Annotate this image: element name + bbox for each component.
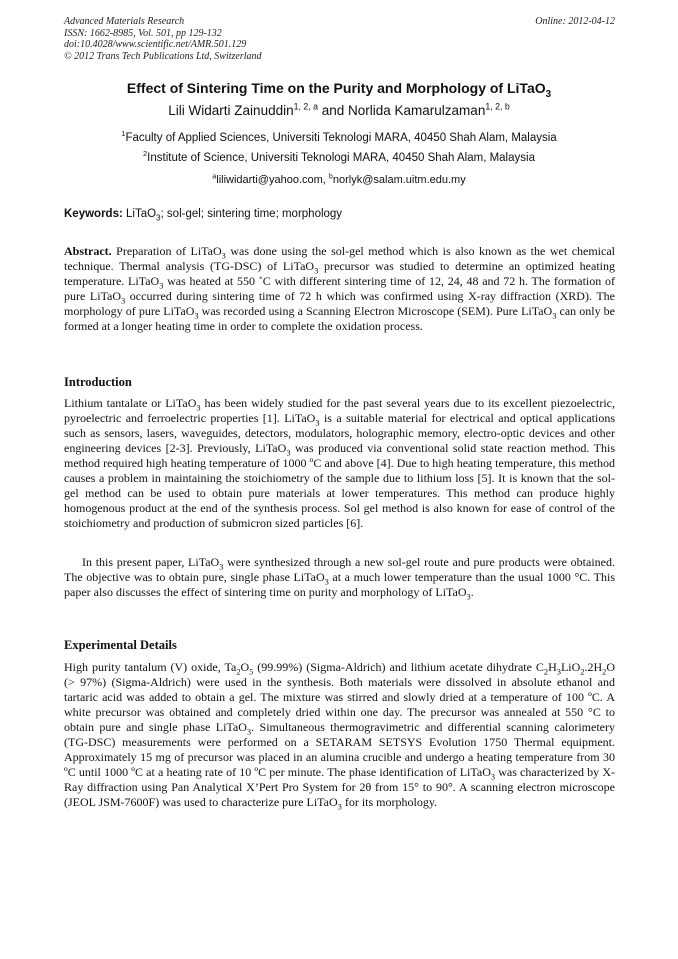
author-list: Lili Widarti Zainuddin$^{1, 2, a}$ and Norlida Kamarulzaman$^{1, 2, b}$	[168, 101, 510, 118]
online-date: Online: 2012-04-12	[535, 16, 615, 27]
introduction-paragraph-1: Lithium tantalate or LiTaO$_3$ has been widely studied for the past several years due to its excellent piezoelectric, pyroelectric and ferroelectric properties [1]. LiTaO$_3$ is a suitable material for electrical and optical applications such as sensors, lasers, waveguides, detectors, modulators, holographic memory, electro-optic devices and other engineering devices [2-3]. Previously, LiTaO$_3$ was produced via conventional solid state reaction method. This method required high heating temperature of 1000 ºC and above [4]. Due to high heating temperature, this method causes a problem in maintaining the stoichiometry of the sample due to lithium loss [5]. It is known that the sol-gel method can be used to obtain pure materials at lower temperatures. This method can produce highly homogenous product at the end of the synthesis process. Sol gel method is also known for ease of control of the stoichiometry and production of submicron sized particles [6].	[64, 396, 615, 530]
author-emails: $^a$liliwidarti@yahoo.com, $^b$norlyk@salam.uitm.edu.my	[212, 172, 466, 186]
affiliation-1: $^1$Faculty of Applied Sciences, Universiti Teknologi MARA, 40450 Shah Alam, Malaysia	[121, 129, 557, 144]
experimental-heading: Experimental Details	[64, 638, 177, 652]
journal-name: Advanced Materials Research	[64, 16, 185, 27]
experimental-paragraph: High purity tantalum (V) oxide, $Ta_2O_5$ (99.99%) (Sigma-Aldrich) and lithium acetate dihydrate $C_2H_3LiO_2.2H_2O$ (> 97%) (Sigma-Aldrich) were used in the synthesis. Both materials were dissolved in absolute ethanol and tartaric acid was added to obtain a gel. The mixture was stirred and slowly dried at a temperature of 100 ºC. A white precursor was obtained and completely dried within one day. The precursor was annealed at 550 °C to obtain pure and single phase LiTaO$_3$. Simultaneous thermogravimetric and differential scanning calorimetery (TG-DSC) measurements were performed on a SETARAM SETSYS Evolution 1750 Thermal equipment. Approximately 15 mg of precursor was placed in an alumina crucible and undergo a heating temperature from 30 ºC until 1000 ºC at a heating rate of 10 ºC per minute. The phase identification of LiTaO$_3$ was characterized by X-Ray diffraction using Pan Analytical X’Pert Pro System for 2θ from 15° to 90°. A scanning electron microscope (JEOL JSM-7600F) was used to characterize pure LiTaO$_3$ for its morphology.	[64, 660, 616, 812]
journal-doi: doi:10.4028/www.scientific.net/AMR.501.129	[64, 39, 247, 50]
author-2: Norlida Kamarulzaman	[348, 103, 486, 118]
keywords: Keywords: LiTaO$_3$; sol-gel; sintering time; morphology	[64, 208, 343, 223]
abstract: Abstract. Preparation of LiTaO$_3$ was done using the sol-gel method which is also known as the wet chemical technique. Thermal analysis (TG-DSC) of LiTaO$_3$ precursor was studied to determine an optimized heating temperature. LiTaO$_3$ was heated at 550 ˚C with different sintering time of 12, 24, 48 and 72 h. The formation of pure LiTaO$_3$ occurred during sintering time of 72 h which was confirmed using X-ray diffraction (XRD). The morphology of pure LiTaO$_3$ was recorded using a Scanning Electron Microscope (SEM). Pure LiTaO$_3$ can only be formed at a longer heating time in order to complete the oxidation process.	[64, 244, 616, 333]
introduction-heading: Introduction	[64, 375, 132, 389]
journal-header	[64, 16, 615, 62]
affiliation-2: $^2$Institute of Science, Universiti Teknologi MARA, 40450 Shah Alam, Malaysia	[143, 149, 535, 164]
paper-title: Effect of Sintering Time on the Purity and Morphology of LiTaO$_3$	[126, 80, 552, 100]
journal-copyright: © 2012 Trans Tech Publications Ltd, Switzerland	[64, 50, 262, 62]
journal-issn: ISSN: 1662-8985, Vol. 501, pp 129-132	[64, 27, 222, 39]
introduction-paragraph-2: In this present paper, LiTaO$_3$ were synthesized through a new sol-gel route and pure products were obtained. The objective was to obtain pure, single phase LiTaO$_3$ at a much lower temperature than the usual 1000 °C. This paper also discusses the effect of sintering time on purity and morphology of LiTaO$_3$.	[64, 555, 615, 602]
author-1: Lili Widarti Zainuddin	[168, 103, 294, 118]
